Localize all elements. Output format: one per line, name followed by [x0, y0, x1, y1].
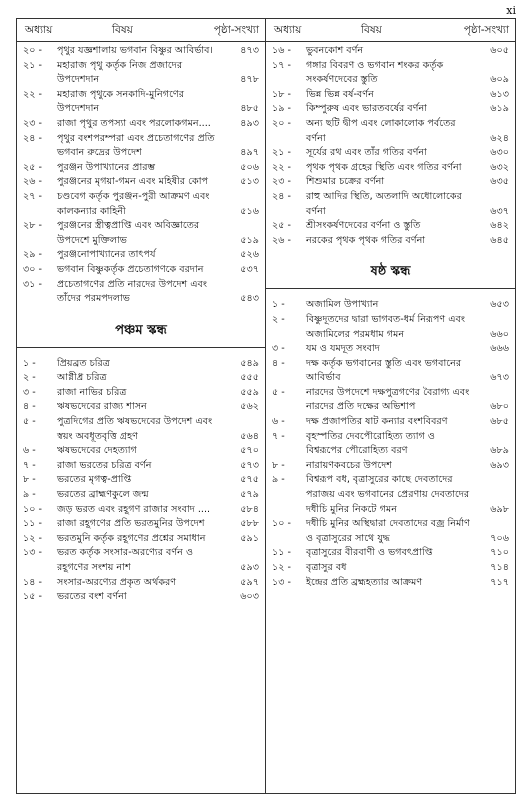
chapter-entry	[17, 161, 265, 176]
chapter-number: ৮ -	[23, 474, 36, 486]
page-ref: ৫৭৫	[240, 474, 259, 486]
page-ref: ৫৬২	[240, 401, 259, 413]
page-ref: ৬৩৭	[490, 205, 509, 217]
header-chapter: অধ্যায়	[274, 24, 302, 36]
chapter-title: দক্ষ প্রজাপতির ষাট কন্যার বংশবিবরণ	[306, 416, 448, 428]
chapter-entry	[17, 278, 265, 307]
chapter-number: ৯ -	[272, 474, 285, 486]
chapter-title: ভরতের মৃগত্ব-প্রাপ্তি	[57, 474, 132, 486]
chapter-number: ১২ -	[23, 532, 42, 544]
chapter-entry	[266, 298, 515, 313]
page-ref: ৫২৬	[240, 249, 259, 261]
chapter-number: ২৩ -	[272, 176, 291, 188]
chapter-entry	[266, 175, 515, 190]
chapter-entry	[17, 415, 265, 444]
chapter-entry	[266, 44, 515, 59]
chapter-entry	[266, 459, 515, 474]
chapter-title: দধীচি মুনির অস্থিদ্বারা দেবতাদের বজ্র নির্মাণ ও বৃত্রাসুরের সাথে যুদ্ধ	[306, 518, 470, 544]
chapter-entry	[17, 576, 265, 591]
chapter-number: ১১ -	[272, 547, 291, 559]
chapter-title: পুত্রদিগের প্রতি ঋষভদেবের উপদেশ এবং স্বয়ং অবধূতবৃত্তি গ্রহণ	[57, 416, 213, 442]
chapter-title: নরকের পৃথক পৃথক গতির বর্ণনা	[306, 234, 426, 246]
chapter-number: ৬ -	[23, 445, 36, 457]
chapter-title: কিম্পুরুষ এবং ভারতবর্ষের বর্ণনা	[306, 103, 427, 115]
page-ref: ৭০৬	[490, 532, 509, 544]
chapter-title: ভরতমুনি কর্তৃক রহূগণের প্রশ্নের সমাধান	[57, 532, 206, 544]
chapter-entry	[17, 444, 265, 459]
chapter-entry	[17, 248, 265, 263]
page-ref: ৫৫৫	[240, 372, 259, 384]
page-ref: ৬৮৯	[490, 445, 509, 457]
chapter-entry	[17, 459, 265, 474]
chapter-entry	[17, 117, 265, 132]
chapter-number: ১০ -	[272, 518, 291, 530]
chapter-number: ১২ -	[272, 562, 291, 573]
header-subject: বিষয়	[112, 24, 133, 36]
chapter-entry	[17, 473, 265, 488]
chapter-entry	[17, 190, 265, 219]
chapter-title: প্রিয়ব্রত চরিত্র	[57, 357, 110, 369]
chapter-title: পুরঞ্জনোপাখ্যানের তাৎপর্য	[57, 249, 156, 261]
chapter-number: ২ -	[23, 372, 36, 384]
chapter-entry	[266, 59, 515, 88]
page-ref: ৬২৪	[490, 132, 509, 144]
chapter-number: ২৯ -	[23, 249, 42, 261]
page-ref: ৬৯৮	[490, 503, 509, 515]
chapter-title: রাজা রহূগণের প্রতি ভরতমুনির উপদেশ	[57, 518, 205, 530]
page-ref: ৪৯৭	[240, 147, 259, 159]
chapter-number: ৬ -	[272, 416, 285, 428]
page-ref: ৬৩০	[490, 147, 509, 159]
section-title: ষষ্ঠ স্কন্ধ	[370, 264, 411, 280]
page-ref: ৬৮০	[490, 401, 509, 413]
chapter-number: ১৩ -	[272, 576, 291, 588]
chapter-number: ১৭ -	[272, 59, 291, 71]
chapter-number: ২০ -	[272, 117, 291, 129]
chapter-title: ভরতের ব্রাহ্মণকুলে জন্ম	[57, 489, 149, 501]
chapter-number: ২৫ -	[23, 161, 42, 173]
page-ref: ৬০৩	[240, 591, 259, 603]
chapter-number: ১৬ -	[272, 45, 291, 56]
chapter-number: ৭ -	[272, 430, 285, 442]
chapter-title: চণ্ডবেগ কর্তৃক পুরঞ্জন-পুরী আক্রমণ এবং কালকন্যার কাহিনী	[57, 190, 210, 217]
chapter-number: ২৭ -	[23, 190, 42, 202]
chapter-number: ২৪ -	[23, 132, 42, 144]
page-ref: ৫১৬	[240, 205, 259, 217]
chapter-number: ২৫ -	[272, 220, 291, 232]
chapter-entry	[17, 263, 265, 278]
chapter-entry	[266, 161, 515, 176]
chapter-number: ৫ -	[23, 416, 36, 428]
chapter-entry	[266, 146, 515, 161]
header-subject: বিষয়	[361, 24, 382, 36]
chapter-number: ৫ -	[272, 386, 285, 398]
chapter-entry	[17, 400, 265, 415]
page-ref: ৭১০	[490, 547, 509, 559]
header-page: পৃষ্ঠা-সংখ্যা	[463, 24, 509, 36]
chapter-entry	[266, 561, 515, 576]
chapter-entry	[17, 44, 265, 59]
chapter-list	[266, 298, 515, 590]
chapter-list	[266, 44, 515, 248]
page-ref: ৭১৭	[490, 576, 509, 588]
page-ref: ৫৫৯	[240, 386, 259, 398]
page-ref: ৭১৪	[490, 562, 509, 573]
chapter-title: বিষ্ণুদূতদের দ্বারা ভাগবত-ধর্ম নিরূপণ এবং অজামিলের পরমধাম গমন	[306, 313, 466, 340]
chapter-entry	[266, 473, 515, 517]
chapter-title: রাহু আদির স্থিতি, অতলাদি অধোলোকের বর্ণনা	[306, 190, 462, 217]
column-header	[266, 19, 515, 42]
chapter-title: নারদের উপদেশে দক্ষপুত্রগণের বৈরাগ্য এবং নারদের প্রতি দক্ষের অভিশাপ	[306, 386, 470, 413]
page-ref: ৬৪৫	[490, 234, 509, 246]
chapter-entry	[17, 517, 265, 532]
chapter-list	[17, 44, 265, 307]
chapter-number: ১০ -	[23, 503, 42, 515]
chapter-number: ৪ -	[272, 357, 285, 369]
chapter-number: ১ -	[23, 357, 36, 369]
page-ref: ৪৭৩	[240, 45, 259, 56]
page-ref: ৫১৩	[240, 176, 259, 188]
column-header	[17, 19, 265, 42]
chapter-number: ৩০ -	[23, 263, 42, 275]
page-ref: ৬৫৩	[490, 299, 509, 311]
chapter-number: ৯ -	[23, 489, 36, 501]
chapter-entry	[266, 219, 515, 234]
chapter-entry	[17, 59, 265, 88]
chapter-entry	[266, 386, 515, 415]
chapter-number: ১১ -	[23, 518, 42, 530]
chapter-entry	[17, 532, 265, 547]
chapter-title: পুরঞ্জন উপাখ্যানের প্রারম্ভ	[57, 161, 156, 173]
chapter-entry	[266, 190, 515, 219]
section-title: পঞ্চম স্কন্ধ	[115, 322, 167, 338]
page-number: xi	[506, 4, 516, 17]
page-ref: ৬৬০	[490, 328, 509, 340]
chapter-title: ভরত কর্তৃক সংসার-অরণ্যের বর্ণন ও রহূগণের সংশয় নাশ	[57, 547, 194, 573]
chapter-entry	[266, 342, 515, 357]
chapter-entry	[266, 546, 515, 561]
page-ref: ৫৯৭	[240, 576, 259, 588]
page-ref: ৪৭৮	[240, 74, 259, 86]
chapter-entry	[17, 88, 265, 117]
chapter-entry	[17, 546, 265, 575]
chapter-entry	[266, 357, 515, 386]
chapter-title: শ্রীসংকর্ষণদেবের বর্ণনা ও স্তুতি	[306, 220, 421, 232]
chapter-entry	[266, 88, 515, 103]
chapter-entry	[266, 234, 515, 249]
chapter-title: পুরঞ্জনের মৃগয়া-গমন এবং মহিষীর কোপ	[57, 176, 208, 188]
page-ref: ৫৭০	[240, 445, 259, 457]
chapter-entry	[17, 132, 265, 161]
chapter-title: রাজা পৃথুর তপস্যা এবং পরলোকগমন....	[57, 117, 211, 129]
chapter-number: ৩১ -	[23, 278, 42, 290]
chapter-title: ভগবান বিষ্ণুকর্তৃক প্রচেতাগণকে বরদান	[57, 263, 204, 275]
chapter-entry	[17, 175, 265, 190]
chapter-number: ২২ -	[23, 88, 42, 100]
chapter-title: যম ও যমদূত সংবাদ	[306, 343, 380, 355]
chapter-title: রাজা নাভির চরিত্র	[57, 386, 127, 398]
page-ref: ৬০৫	[490, 45, 509, 56]
chapter-number: ৩ -	[272, 343, 285, 355]
chapter-number: ৩ -	[23, 386, 36, 398]
chapter-number: ১ -	[272, 299, 285, 311]
chapter-number: ২০ -	[23, 45, 42, 56]
left-column	[17, 19, 266, 793]
chapter-title: বৃত্রাসুরের বীরবাণী ও ভগবৎপ্রাপ্তি	[306, 547, 433, 559]
chapter-title: ভরতের বংশ বর্ণনা	[57, 591, 127, 603]
chapter-title: ঋষভদেবের রাজ্য শাসন	[57, 401, 147, 413]
chapter-number: ২ -	[272, 313, 285, 325]
chapter-title: পুরঞ্জনের স্ত্রীত্বপ্রাপ্তি এবং অবিজ্ঞাতের উপদেশে মুক্তিলাভ	[57, 220, 200, 246]
page-ref: ৬৯৩	[490, 459, 509, 471]
chapter-list	[17, 357, 265, 605]
chapter-title: পৃথুর বংশপরম্পরা এবং প্রচেতাগণের প্রতি ভগবান রুদ্রের উপদেশ	[57, 132, 215, 159]
chapter-title: বৃহস্পতির দেবপৌরোহিত্য ত্যাগ ও বিশ্বরূপের পৌরোহিত্য বরণ	[306, 430, 435, 457]
chapter-title: মহারাজ পৃথুকে সনকাদি-মুনিগণের উপদেশদান	[57, 88, 185, 115]
chapter-number: ১৮ -	[272, 88, 291, 100]
page-ref: ৬১৯	[490, 103, 509, 115]
chapter-title: অন্য ছটি দ্বীপ এবং লোকালোক পর্বতের বর্ণনা	[306, 117, 456, 144]
chapter-entry	[266, 576, 515, 591]
page-ref: ৫৬৪	[240, 430, 259, 442]
right-column	[266, 19, 515, 793]
chapter-number: ২৮ -	[23, 220, 42, 232]
page-ref: ৬১৩	[490, 88, 509, 100]
chapter-number: ২২ -	[272, 161, 291, 173]
page-ref: ৬৬৬	[490, 343, 509, 355]
chapter-title: পৃথুর যজ্ঞশালায় ভগবান বিষ্ণুর আবির্ভাব।	[57, 45, 213, 56]
page-ref: ৬৩৫	[490, 176, 509, 188]
page-ref: ৪৯৩	[240, 117, 259, 129]
chapter-number: ২১ -	[272, 147, 291, 159]
page-ref: ৫৪৩	[240, 293, 259, 305]
page-ref: ৫৮৮	[240, 518, 259, 530]
chapter-title: শিশুমার চক্রের বর্ণনা	[306, 176, 385, 188]
page-ref: ৬৮৫	[490, 416, 509, 428]
chapter-title: ইন্দ্রের প্রতি ব্রহ্মহত্যার আক্রমণ	[306, 576, 423, 588]
chapter-title: বৃত্রাসুর বধ	[306, 562, 347, 573]
chapter-number: ৪ -	[23, 401, 36, 413]
chapter-title: ভুবনকোশ বর্ণন	[306, 45, 364, 56]
chapter-entry	[266, 517, 515, 546]
chapter-number: ১৯ -	[272, 103, 291, 115]
chapter-title: জড় ভরত এবং রহূগণ রাজার সংবাদ ....	[57, 503, 211, 515]
page-ref: ৬৭৩	[490, 372, 509, 384]
page-ref: ৬০৯	[490, 74, 509, 86]
chapter-title: নারায়ণকবচের উপদেশ	[306, 459, 392, 471]
page-ref: ৫৩৭	[240, 263, 259, 275]
page-ref: ৫৭৯	[240, 489, 259, 501]
chapter-number: ২১ -	[23, 59, 42, 71]
chapter-title: বিশ্বরূপ বধ, বৃত্রাসুরের কাছে দেবতাদের পরাজয় এবং ভগবানের প্রেরণায় দেবতাদের দধীচি মুনির নিকটে গমন	[306, 474, 470, 515]
chapter-entry	[17, 371, 265, 386]
chapter-number: ২৩ -	[23, 117, 42, 129]
chapter-number: ১৫ -	[23, 591, 42, 603]
chapter-title: সূর্যের রথ এবং তাঁর গতির বর্ণনা	[306, 147, 427, 159]
chapter-number: ৭ -	[23, 459, 36, 471]
page-ref: ৬৪২	[490, 220, 509, 232]
chapter-entry	[266, 102, 515, 117]
chapter-entry	[17, 488, 265, 503]
chapter-entry	[17, 219, 265, 248]
chapter-number: ২৬ -	[272, 234, 291, 246]
chapter-title: সংসার-অরণ্যের প্রকৃত অর্থকরণ	[57, 576, 177, 588]
chapter-title: দক্ষ কর্তৃক ভগবানের স্তুতি এবং ভগবানের আবির্ভাব	[306, 357, 462, 384]
chapter-entry	[17, 357, 265, 372]
page-ref: ৫৭৩	[240, 459, 259, 471]
chapter-title: ঋষভদেবের দেহত্যাগ	[57, 445, 137, 457]
chapter-title: রাজা ভরতের চরিত্র বর্ণন	[57, 459, 152, 471]
chapter-number: ১৩ -	[23, 547, 42, 559]
chapter-title: গঙ্গার বিবরণ ও ভগবান শংকর কর্তৃক সংকর্ষণদেবের স্তুতি	[306, 59, 444, 86]
header-chapter: অধ্যায়	[25, 24, 53, 36]
chapter-title: ভিন্ন ভিন্ন বর্ষ-বর্ণন	[306, 88, 374, 100]
page-ref: ৪৮৫	[240, 103, 259, 115]
page-ref: ৬৩২	[490, 161, 509, 173]
chapter-title: প্রচেতাগণের প্রতি নারদের উপদেশ এবং তাঁদের পরমপদলাভ	[57, 278, 207, 305]
page-ref: ৫৪৯	[240, 357, 259, 369]
chapter-entry	[266, 415, 515, 430]
chapter-number: ১৪ -	[23, 576, 42, 588]
page-ref: ৫১৯	[240, 234, 259, 246]
chapter-entry	[266, 313, 515, 342]
chapter-entry	[17, 590, 265, 605]
chapter-title: মহারাজ পৃথু কর্তৃক নিজ প্রজাদের উপদেশদান	[57, 59, 183, 86]
page-ref: ৫৯১	[240, 532, 259, 544]
chapter-title: আগ্নীধ্র চরিত্র	[57, 372, 107, 384]
page-ref: ৫০৬	[240, 161, 259, 173]
chapter-number: ৮ -	[272, 459, 285, 471]
chapter-title: পৃথক পৃথক গ্রহের স্থিতি এবং গতির বর্ণনা	[306, 161, 462, 173]
header-page: পৃষ্ঠা-সংখ্যা	[213, 24, 259, 36]
contents-table	[16, 18, 516, 794]
page-ref: ৫৯৩	[240, 562, 259, 573]
page-ref: ৫৮৪	[240, 503, 259, 515]
chapter-number: ২৪ -	[272, 190, 291, 202]
chapter-number: ২৬ -	[23, 176, 42, 188]
chapter-entry	[17, 386, 265, 401]
chapter-entry	[266, 430, 515, 459]
chapter-title: অজামিল উপাখ্যান	[306, 299, 379, 311]
chapter-entry	[266, 117, 515, 146]
chapter-entry	[17, 503, 265, 518]
